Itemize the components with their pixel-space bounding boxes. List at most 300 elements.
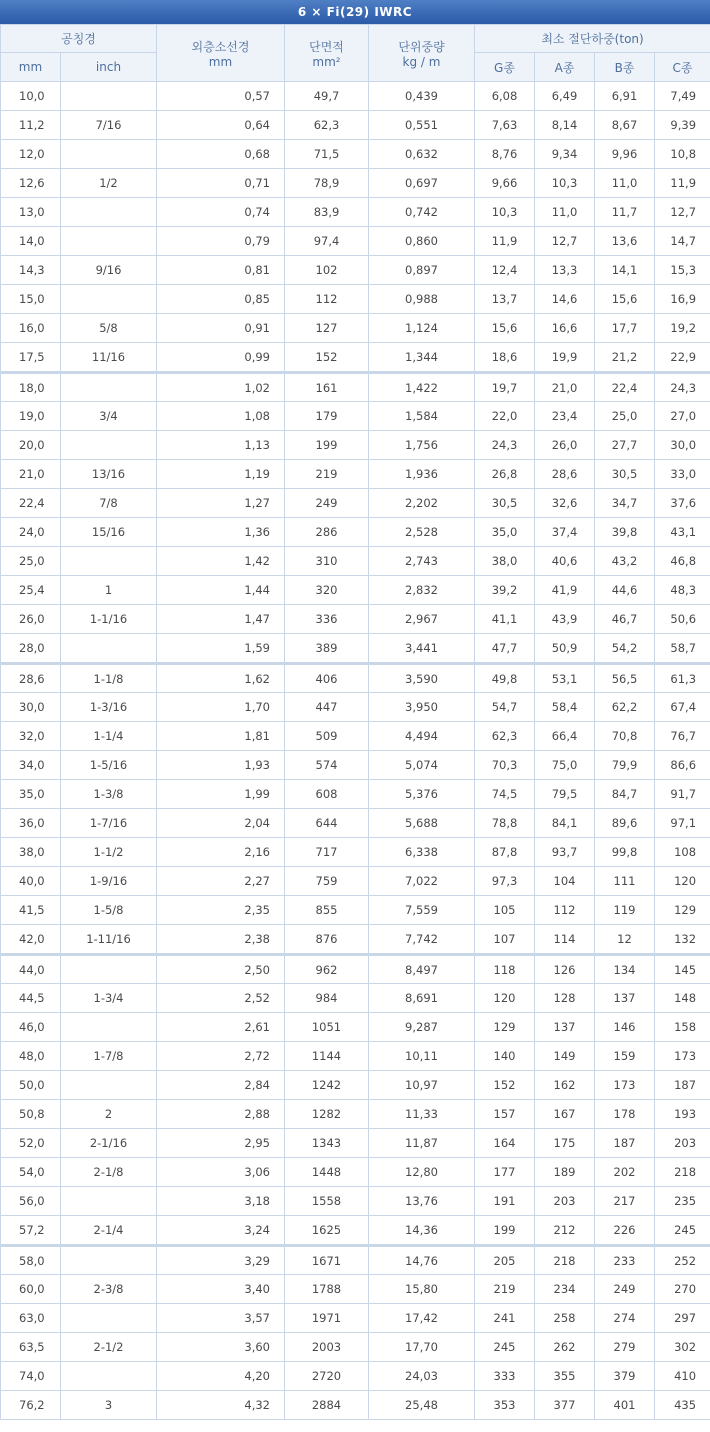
cell-grade-a: 53,1 bbox=[535, 664, 595, 693]
cell-grade-b: 8,67 bbox=[595, 111, 655, 140]
cell-weight: 7,022 bbox=[369, 867, 475, 896]
cell-grade-c: 30,0 bbox=[655, 431, 710, 460]
cell-weight: 0,551 bbox=[369, 111, 475, 140]
cell-grade-c: 245 bbox=[655, 1216, 710, 1246]
cell-grade-b: 226 bbox=[595, 1216, 655, 1246]
cell-inch bbox=[61, 227, 157, 256]
cell-grade-g: 6,08 bbox=[475, 82, 535, 111]
cell-inch bbox=[61, 1362, 157, 1391]
cell-weight: 13,76 bbox=[369, 1187, 475, 1216]
cell-area: 199 bbox=[285, 431, 369, 460]
cell-area: 644 bbox=[285, 809, 369, 838]
cell-grade-b: 173 bbox=[595, 1071, 655, 1100]
cell-grade-a: 137 bbox=[535, 1013, 595, 1042]
cell-wire-diameter: 1,02 bbox=[157, 373, 285, 402]
cell-grade-c: 148 bbox=[655, 984, 710, 1013]
cell-mm: 13,0 bbox=[1, 198, 61, 227]
cell-grade-g: 19,7 bbox=[475, 373, 535, 402]
table-row bbox=[1, 838, 710, 867]
header-unit-weight-unit: kg / m bbox=[402, 54, 441, 69]
cell-grade-b: 62,2 bbox=[595, 693, 655, 722]
cell-mm: 28,0 bbox=[1, 634, 61, 664]
cell-inch bbox=[61, 1246, 157, 1275]
cell-area: 962 bbox=[285, 955, 369, 984]
cell-inch: 3 bbox=[61, 1391, 157, 1420]
cell-grade-g: 62,3 bbox=[475, 722, 535, 751]
cell-grade-c: 235 bbox=[655, 1187, 710, 1216]
table-row bbox=[1, 111, 710, 140]
cell-weight: 5,074 bbox=[369, 751, 475, 780]
cell-grade-c: 58,7 bbox=[655, 634, 710, 664]
cell-grade-c: 145 bbox=[655, 955, 710, 984]
cell-mm: 46,0 bbox=[1, 1013, 61, 1042]
header-grade-c: C종 bbox=[655, 53, 710, 82]
cell-mm: 38,0 bbox=[1, 838, 61, 867]
cell-inch: 1-7/8 bbox=[61, 1042, 157, 1071]
cell-area: 1242 bbox=[285, 1071, 369, 1100]
cell-grade-a: 50,9 bbox=[535, 634, 595, 664]
cell-area: 97,4 bbox=[285, 227, 369, 256]
cell-grade-a: 84,1 bbox=[535, 809, 595, 838]
table-row bbox=[1, 1071, 710, 1100]
cell-wire-diameter: 2,72 bbox=[157, 1042, 285, 1071]
cell-grade-g: 7,63 bbox=[475, 111, 535, 140]
table-row bbox=[1, 343, 710, 373]
cell-grade-g: 11,9 bbox=[475, 227, 535, 256]
cell-weight: 0,697 bbox=[369, 169, 475, 198]
cell-grade-c: 302 bbox=[655, 1333, 710, 1362]
cell-grade-c: 410 bbox=[655, 1362, 710, 1391]
cell-wire-diameter: 0,79 bbox=[157, 227, 285, 256]
cell-grade-a: 37,4 bbox=[535, 518, 595, 547]
cell-mm: 28,6 bbox=[1, 664, 61, 693]
cell-area: 1788 bbox=[285, 1275, 369, 1304]
cell-grade-g: 13,7 bbox=[475, 285, 535, 314]
wire-rope-spec-table bbox=[0, 24, 710, 1420]
cell-area: 574 bbox=[285, 751, 369, 780]
cell-grade-a: 9,34 bbox=[535, 140, 595, 169]
table-row bbox=[1, 809, 710, 838]
cell-grade-a: 175 bbox=[535, 1129, 595, 1158]
cell-mm: 50,8 bbox=[1, 1100, 61, 1129]
cell-grade-c: 297 bbox=[655, 1304, 710, 1333]
cell-grade-g: 54,7 bbox=[475, 693, 535, 722]
cell-wire-diameter: 3,40 bbox=[157, 1275, 285, 1304]
cell-grade-b: 249 bbox=[595, 1275, 655, 1304]
cell-grade-b: 178 bbox=[595, 1100, 655, 1129]
cell-wire-diameter: 3,18 bbox=[157, 1187, 285, 1216]
cell-wire-diameter: 1,81 bbox=[157, 722, 285, 751]
cell-grade-b: 279 bbox=[595, 1333, 655, 1362]
cell-weight: 24,03 bbox=[369, 1362, 475, 1391]
cell-mm: 63,0 bbox=[1, 1304, 61, 1333]
cell-inch: 3/4 bbox=[61, 402, 157, 431]
cell-grade-a: 75,0 bbox=[535, 751, 595, 780]
cell-area: 161 bbox=[285, 373, 369, 402]
cell-mm: 42,0 bbox=[1, 925, 61, 955]
cell-wire-diameter: 2,95 bbox=[157, 1129, 285, 1158]
cell-area: 2884 bbox=[285, 1391, 369, 1420]
cell-mm: 19,0 bbox=[1, 402, 61, 431]
cell-wire-diameter: 1,93 bbox=[157, 751, 285, 780]
cell-wire-diameter: 1,13 bbox=[157, 431, 285, 460]
cell-grade-c: 97,1 bbox=[655, 809, 710, 838]
header-outer-wire-unit: mm bbox=[208, 54, 233, 69]
cell-area: 1671 bbox=[285, 1246, 369, 1275]
header-cross-section bbox=[285, 25, 369, 82]
cell-wire-diameter: 2,61 bbox=[157, 1013, 285, 1042]
cell-mm: 48,0 bbox=[1, 1042, 61, 1071]
cell-area: 1282 bbox=[285, 1100, 369, 1129]
cell-grade-g: 177 bbox=[475, 1158, 535, 1187]
cell-grade-a: 21,0 bbox=[535, 373, 595, 402]
cell-weight: 5,376 bbox=[369, 780, 475, 809]
cell-area: 310 bbox=[285, 547, 369, 576]
cell-area: 876 bbox=[285, 925, 369, 955]
cell-grade-b: 22,4 bbox=[595, 373, 655, 402]
cell-mm: 56,0 bbox=[1, 1187, 61, 1216]
cell-weight: 2,528 bbox=[369, 518, 475, 547]
cell-grade-a: 203 bbox=[535, 1187, 595, 1216]
cell-grade-g: 219 bbox=[475, 1275, 535, 1304]
cell-mm: 35,0 bbox=[1, 780, 61, 809]
cell-area: 1144 bbox=[285, 1042, 369, 1071]
table-row bbox=[1, 751, 710, 780]
cell-inch: 1-3/8 bbox=[61, 780, 157, 809]
cell-inch: 2-1/16 bbox=[61, 1129, 157, 1158]
table-row bbox=[1, 1391, 710, 1420]
cell-mm: 44,5 bbox=[1, 984, 61, 1013]
cell-weight: 14,36 bbox=[369, 1216, 475, 1246]
cell-weight: 1,936 bbox=[369, 460, 475, 489]
cell-grade-b: 11,7 bbox=[595, 198, 655, 227]
cell-grade-g: 333 bbox=[475, 1362, 535, 1391]
cell-area: 984 bbox=[285, 984, 369, 1013]
cell-inch bbox=[61, 1013, 157, 1042]
table-row bbox=[1, 634, 710, 664]
table-row bbox=[1, 1304, 710, 1333]
cell-weight: 1,422 bbox=[369, 373, 475, 402]
cell-mm: 40,0 bbox=[1, 867, 61, 896]
cell-grade-g: 47,7 bbox=[475, 634, 535, 664]
cell-grade-g: 152 bbox=[475, 1071, 535, 1100]
cell-mm: 26,0 bbox=[1, 605, 61, 634]
cell-wire-diameter: 1,36 bbox=[157, 518, 285, 547]
cell-mm: 21,0 bbox=[1, 460, 61, 489]
cell-inch: 2-3/8 bbox=[61, 1275, 157, 1304]
cell-mm: 14,3 bbox=[1, 256, 61, 285]
cell-area: 1448 bbox=[285, 1158, 369, 1187]
header-inch: inch bbox=[61, 53, 157, 82]
cell-area: 102 bbox=[285, 256, 369, 285]
cell-mm: 36,0 bbox=[1, 809, 61, 838]
cell-weight: 10,97 bbox=[369, 1071, 475, 1100]
cell-grade-c: 50,6 bbox=[655, 605, 710, 634]
cell-grade-a: 10,3 bbox=[535, 169, 595, 198]
cell-grade-a: 262 bbox=[535, 1333, 595, 1362]
cell-grade-b: 89,6 bbox=[595, 809, 655, 838]
cell-grade-a: 13,3 bbox=[535, 256, 595, 285]
cell-inch: 1-1/8 bbox=[61, 664, 157, 693]
cell-grade-g: 22,0 bbox=[475, 402, 535, 431]
cell-area: 49,7 bbox=[285, 82, 369, 111]
table-row bbox=[1, 518, 710, 547]
table-row bbox=[1, 867, 710, 896]
cell-inch: 1-7/16 bbox=[61, 809, 157, 838]
cell-mm: 17,5 bbox=[1, 343, 61, 373]
header-grade-a: A종 bbox=[535, 53, 595, 82]
cell-mm: 74,0 bbox=[1, 1362, 61, 1391]
cell-weight: 9,287 bbox=[369, 1013, 475, 1042]
cell-grade-b: 99,8 bbox=[595, 838, 655, 867]
cell-inch bbox=[61, 955, 157, 984]
cell-grade-b: 134 bbox=[595, 955, 655, 984]
cell-mm: 50,0 bbox=[1, 1071, 61, 1100]
table-row bbox=[1, 140, 710, 169]
cell-wire-diameter: 2,35 bbox=[157, 896, 285, 925]
cell-weight: 11,87 bbox=[369, 1129, 475, 1158]
cell-grade-a: 112 bbox=[535, 896, 595, 925]
cell-weight: 2,832 bbox=[369, 576, 475, 605]
cell-wire-diameter: 2,04 bbox=[157, 809, 285, 838]
table-row bbox=[1, 576, 710, 605]
cell-grade-b: 159 bbox=[595, 1042, 655, 1071]
cell-area: 855 bbox=[285, 896, 369, 925]
cell-grade-g: 353 bbox=[475, 1391, 535, 1420]
cell-area: 759 bbox=[285, 867, 369, 896]
cell-mm: 32,0 bbox=[1, 722, 61, 751]
cell-grade-b: 146 bbox=[595, 1013, 655, 1042]
header-grade-b: B종 bbox=[595, 53, 655, 82]
cell-grade-c: 7,49 bbox=[655, 82, 710, 111]
cell-grade-b: 34,7 bbox=[595, 489, 655, 518]
table-row bbox=[1, 82, 710, 111]
header-outer-wire-diameter bbox=[157, 25, 285, 82]
cell-inch: 1-5/8 bbox=[61, 896, 157, 925]
cell-grade-c: 203 bbox=[655, 1129, 710, 1158]
table-title: 6 × Fi(29) IWRC bbox=[0, 0, 710, 24]
cell-grade-b: 43,2 bbox=[595, 547, 655, 576]
cell-inch bbox=[61, 198, 157, 227]
cell-grade-g: 39,2 bbox=[475, 576, 535, 605]
cell-area: 179 bbox=[285, 402, 369, 431]
cell-area: 320 bbox=[285, 576, 369, 605]
cell-inch: 1-3/16 bbox=[61, 693, 157, 722]
cell-weight: 2,967 bbox=[369, 605, 475, 634]
cell-inch: 2 bbox=[61, 1100, 157, 1129]
cell-weight: 7,742 bbox=[369, 925, 475, 955]
table-row bbox=[1, 925, 710, 955]
cell-mm: 12,0 bbox=[1, 140, 61, 169]
cell-grade-b: 202 bbox=[595, 1158, 655, 1187]
cell-area: 62,3 bbox=[285, 111, 369, 140]
cell-inch bbox=[61, 1304, 157, 1333]
cell-wire-diameter: 3,06 bbox=[157, 1158, 285, 1187]
cell-inch bbox=[61, 1187, 157, 1216]
cell-grade-b: 13,6 bbox=[595, 227, 655, 256]
header-unit-weight-label: 단위중량 bbox=[398, 39, 445, 54]
cell-grade-a: 212 bbox=[535, 1216, 595, 1246]
cell-grade-g: 129 bbox=[475, 1013, 535, 1042]
cell-grade-c: 252 bbox=[655, 1246, 710, 1275]
cell-wire-diameter: 0,81 bbox=[157, 256, 285, 285]
cell-grade-c: 10,8 bbox=[655, 140, 710, 169]
table-row bbox=[1, 431, 710, 460]
cell-grade-g: 15,6 bbox=[475, 314, 535, 343]
cell-grade-c: 37,6 bbox=[655, 489, 710, 518]
cell-weight: 2,202 bbox=[369, 489, 475, 518]
cell-area: 1971 bbox=[285, 1304, 369, 1333]
cell-area: 1558 bbox=[285, 1187, 369, 1216]
cell-area: 219 bbox=[285, 460, 369, 489]
cell-inch: 2-1/2 bbox=[61, 1333, 157, 1362]
cell-grade-b: 274 bbox=[595, 1304, 655, 1333]
cell-grade-c: 129 bbox=[655, 896, 710, 925]
cell-wire-diameter: 3,57 bbox=[157, 1304, 285, 1333]
table-row bbox=[1, 1246, 710, 1275]
header-nominal-diameter: 공칭경 bbox=[1, 25, 157, 53]
cell-grade-c: 46,8 bbox=[655, 547, 710, 576]
cell-grade-b: 11,0 bbox=[595, 169, 655, 198]
cell-grade-b: 233 bbox=[595, 1246, 655, 1275]
header-outer-wire-label: 외층소선경 bbox=[191, 39, 250, 54]
table-row bbox=[1, 605, 710, 634]
cell-weight: 8,497 bbox=[369, 955, 475, 984]
cell-area: 447 bbox=[285, 693, 369, 722]
table-row bbox=[1, 489, 710, 518]
cell-grade-a: 40,6 bbox=[535, 547, 595, 576]
cell-area: 286 bbox=[285, 518, 369, 547]
cell-grade-a: 23,4 bbox=[535, 402, 595, 431]
cell-grade-g: 30,5 bbox=[475, 489, 535, 518]
cell-inch: 2-1/8 bbox=[61, 1158, 157, 1187]
table-row bbox=[1, 1129, 710, 1158]
cell-wire-diameter: 0,85 bbox=[157, 285, 285, 314]
cell-grade-g: 87,8 bbox=[475, 838, 535, 867]
cell-area: 1343 bbox=[285, 1129, 369, 1158]
table-row bbox=[1, 1158, 710, 1187]
cell-weight: 11,33 bbox=[369, 1100, 475, 1129]
cell-grade-c: 61,3 bbox=[655, 664, 710, 693]
cell-inch: 15/16 bbox=[61, 518, 157, 547]
cell-inch: 1-1/16 bbox=[61, 605, 157, 634]
cell-wire-diameter: 0,91 bbox=[157, 314, 285, 343]
cell-wire-diameter: 3,29 bbox=[157, 1246, 285, 1275]
cell-inch bbox=[61, 82, 157, 111]
cell-weight: 0,439 bbox=[369, 82, 475, 111]
cell-weight: 1,584 bbox=[369, 402, 475, 431]
cell-grade-b: 17,7 bbox=[595, 314, 655, 343]
cell-grade-c: 22,9 bbox=[655, 343, 710, 373]
cell-grade-c: 76,7 bbox=[655, 722, 710, 751]
cell-weight: 6,338 bbox=[369, 838, 475, 867]
cell-grade-g: 12,4 bbox=[475, 256, 535, 285]
cell-grade-a: 16,6 bbox=[535, 314, 595, 343]
cell-grade-g: 38,0 bbox=[475, 547, 535, 576]
cell-grade-g: 199 bbox=[475, 1216, 535, 1246]
cell-area: 336 bbox=[285, 605, 369, 634]
table-row bbox=[1, 256, 710, 285]
cell-grade-c: 132 bbox=[655, 925, 710, 955]
cell-area: 717 bbox=[285, 838, 369, 867]
cell-mm: 41,5 bbox=[1, 896, 61, 925]
cell-grade-g: 78,8 bbox=[475, 809, 535, 838]
cell-area: 152 bbox=[285, 343, 369, 373]
table-row bbox=[1, 984, 710, 1013]
cell-grade-b: 12 bbox=[595, 925, 655, 955]
cell-mm: 18,0 bbox=[1, 373, 61, 402]
cell-grade-g: 97,3 bbox=[475, 867, 535, 896]
cell-weight: 17,42 bbox=[369, 1304, 475, 1333]
cell-weight: 14,76 bbox=[369, 1246, 475, 1275]
cell-grade-g: 118 bbox=[475, 955, 535, 984]
cell-inch bbox=[61, 373, 157, 402]
cell-grade-a: 162 bbox=[535, 1071, 595, 1100]
cell-grade-a: 66,4 bbox=[535, 722, 595, 751]
header-grade-g: G종 bbox=[475, 53, 535, 82]
table-row bbox=[1, 722, 710, 751]
cell-grade-b: 44,6 bbox=[595, 576, 655, 605]
cell-grade-a: 218 bbox=[535, 1246, 595, 1275]
table-header bbox=[1, 25, 710, 82]
cell-grade-c: 120 bbox=[655, 867, 710, 896]
cell-grade-c: 12,7 bbox=[655, 198, 710, 227]
cell-grade-b: 119 bbox=[595, 896, 655, 925]
cell-grade-a: 234 bbox=[535, 1275, 595, 1304]
cell-weight: 0,860 bbox=[369, 227, 475, 256]
cell-grade-b: 25,0 bbox=[595, 402, 655, 431]
cell-grade-a: 19,9 bbox=[535, 343, 595, 373]
cell-grade-b: 30,5 bbox=[595, 460, 655, 489]
cell-grade-g: 107 bbox=[475, 925, 535, 955]
cell-grade-g: 18,6 bbox=[475, 343, 535, 373]
cell-weight: 25,48 bbox=[369, 1391, 475, 1420]
cell-grade-c: 67,4 bbox=[655, 693, 710, 722]
cell-grade-a: 12,7 bbox=[535, 227, 595, 256]
cell-mm: 20,0 bbox=[1, 431, 61, 460]
cell-inch: 5/8 bbox=[61, 314, 157, 343]
cell-inch: 11/16 bbox=[61, 343, 157, 373]
cell-wire-diameter: 3,60 bbox=[157, 1333, 285, 1362]
table-row bbox=[1, 1013, 710, 1042]
cell-inch: 2-1/4 bbox=[61, 1216, 157, 1246]
cell-inch: 1-5/16 bbox=[61, 751, 157, 780]
cell-grade-c: 218 bbox=[655, 1158, 710, 1187]
cell-grade-c: 33,0 bbox=[655, 460, 710, 489]
cell-area: 389 bbox=[285, 634, 369, 664]
cell-inch: 7/16 bbox=[61, 111, 157, 140]
cell-grade-c: 108 bbox=[655, 838, 710, 867]
cell-weight: 0,988 bbox=[369, 285, 475, 314]
cell-grade-g: 74,5 bbox=[475, 780, 535, 809]
cell-grade-g: 41,1 bbox=[475, 605, 535, 634]
cell-wire-diameter: 0,64 bbox=[157, 111, 285, 140]
cell-grade-b: 15,6 bbox=[595, 285, 655, 314]
cell-area: 1051 bbox=[285, 1013, 369, 1042]
cell-wire-diameter: 2,38 bbox=[157, 925, 285, 955]
cell-grade-c: 19,2 bbox=[655, 314, 710, 343]
cell-area: 608 bbox=[285, 780, 369, 809]
table-body bbox=[1, 82, 710, 1420]
cell-grade-b: 56,5 bbox=[595, 664, 655, 693]
cell-area: 127 bbox=[285, 314, 369, 343]
cell-area: 509 bbox=[285, 722, 369, 751]
table-row bbox=[1, 1333, 710, 1362]
cell-inch: 9/16 bbox=[61, 256, 157, 285]
cell-weight: 3,441 bbox=[369, 634, 475, 664]
cell-grade-b: 14,1 bbox=[595, 256, 655, 285]
cell-area: 78,9 bbox=[285, 169, 369, 198]
